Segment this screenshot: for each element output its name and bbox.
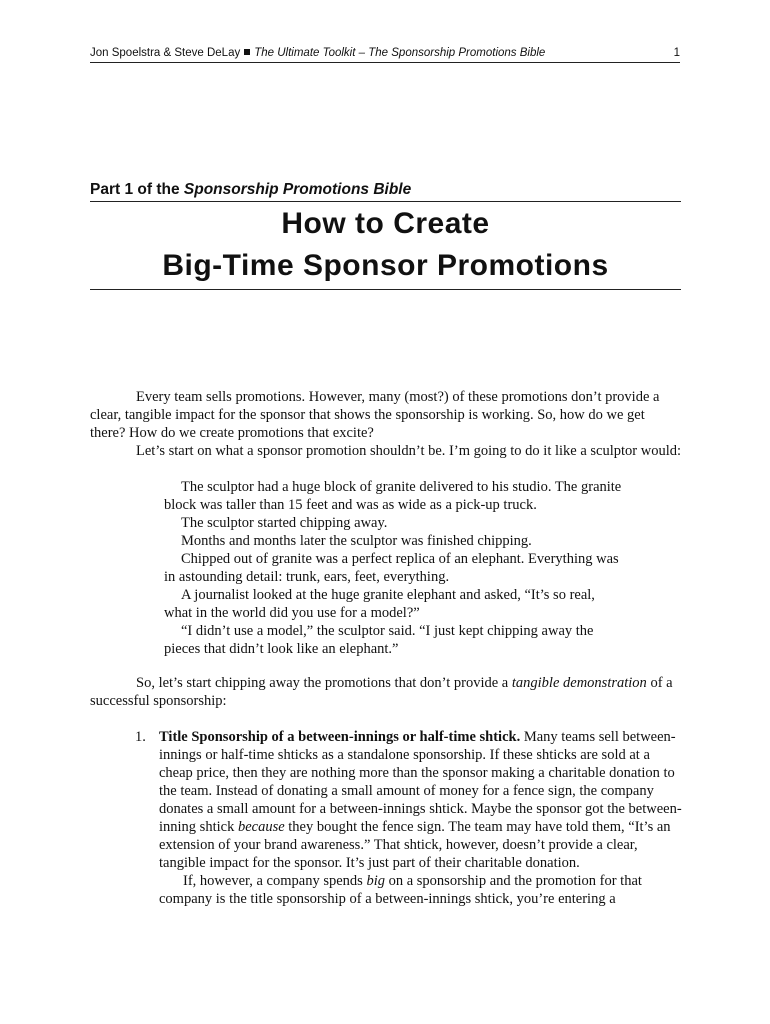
- intro-section: [90, 388, 682, 460]
- story-paragraph: Chipped out of granite was a perfect replica of an elephant. Everything was in astounding detail: trunk, ears, feet, everything.: [164, 551, 619, 585]
- list-item-heading: Title Sponsorship of a between-innings or half-time shtick.: [159, 729, 521, 745]
- part-heading: [90, 180, 681, 202]
- list-item-text-end: they bought the fence sign. The team may have told them, “It’s an extension of your brand awareness.” That shtick, however, doesn’t provide a clear, tangible impact for the sponsor. It’s just part of their charitable donation.: [159, 819, 671, 871]
- list-number: 1.: [135, 729, 146, 745]
- list-item-paragraph-2: [159, 872, 683, 908]
- header-authors: Jon Spoelstra & Steve DeLay: [90, 47, 241, 59]
- title-line-1: How to Create: [281, 207, 490, 240]
- story-paragraph: A journalist looked at the huge granite elephant and asked, “It’s so real, what in the world did you use for a model?”: [164, 587, 595, 621]
- sculptor-story: [164, 478, 624, 658]
- intro-paragraph-1: Every team sells promotions. However, many (most?) of these promotions don’t provide a clear, tangible impact for the sponsor that shows the sponsorship is working. So, how do we get there? How do we create promotions that excite?: [90, 389, 660, 441]
- square-bullet-icon: [244, 49, 250, 55]
- page-title: [90, 203, 681, 290]
- list-item-emphasis: because: [237, 819, 285, 835]
- list-item-p2-text: If, however, a company spends: [183, 873, 367, 889]
- after-story-text-end: of a successful sponsorship:: [90, 675, 673, 709]
- header-subtitle: The Sponsorship Promotions Bible: [368, 47, 546, 59]
- list-item-paragraph-1: [159, 728, 683, 872]
- story-paragraph: Months and months later the sculptor was finished chipping.: [181, 533, 532, 549]
- header-book-title: The Ultimate Toolkit: [254, 47, 356, 59]
- list-item-p2-emphasis: big: [366, 873, 385, 889]
- part-prefix: Part 1 of the: [90, 181, 184, 198]
- list-item-p2-text-end: on a sponsorship and the promotion for that company is the title sponsorship of a between-innings shtick, you’re entering a: [159, 873, 642, 907]
- running-header: [90, 44, 680, 63]
- list-item-text: Many teams sell between-innings or half-time shticks as a standalone sponsorship. If these shticks are sold at a cheap price, then they are nothing more than the sponsor making a charitable donation to the team. Instead of donating a small amount of money for a fence sign, the company donates a small amount for a between-innings shtick. Maybe the sponsor got the between-inning shtick: [159, 729, 682, 835]
- part-name: Sponsorship Promotions Bible: [183, 181, 412, 198]
- story-paragraph: “I didn’t use a model,” the sculptor said. “I just kept chipping away the pieces that didn’t look like an elephant.”: [164, 623, 594, 657]
- story-paragraph: The sculptor started chipping away.: [181, 515, 388, 531]
- page-number: 1: [673, 47, 680, 59]
- header-left: [90, 44, 545, 62]
- after-story-emphasis: tangible demonstration: [511, 675, 647, 691]
- story-paragraph: The sculptor had a huge block of granite delivered to his studio. The granite block was taller than 15 feet and was as wide as a pick-up truck.: [164, 479, 622, 513]
- title-line-2: Big-Time Sponsor Promotions: [162, 249, 609, 282]
- after-story-text: So, let’s start chipping away the promotions that don’t provide a: [136, 675, 512, 691]
- intro-paragraph-2: Let’s start on what a sponsor promotion shouldn’t be. I’m going to do it like a sculptor would:: [136, 443, 682, 459]
- list-item: [159, 728, 683, 908]
- header-separator: –: [358, 47, 366, 59]
- after-story-section: [90, 674, 682, 710]
- after-story-paragraph: [90, 674, 682, 710]
- promotion-list: [135, 728, 683, 908]
